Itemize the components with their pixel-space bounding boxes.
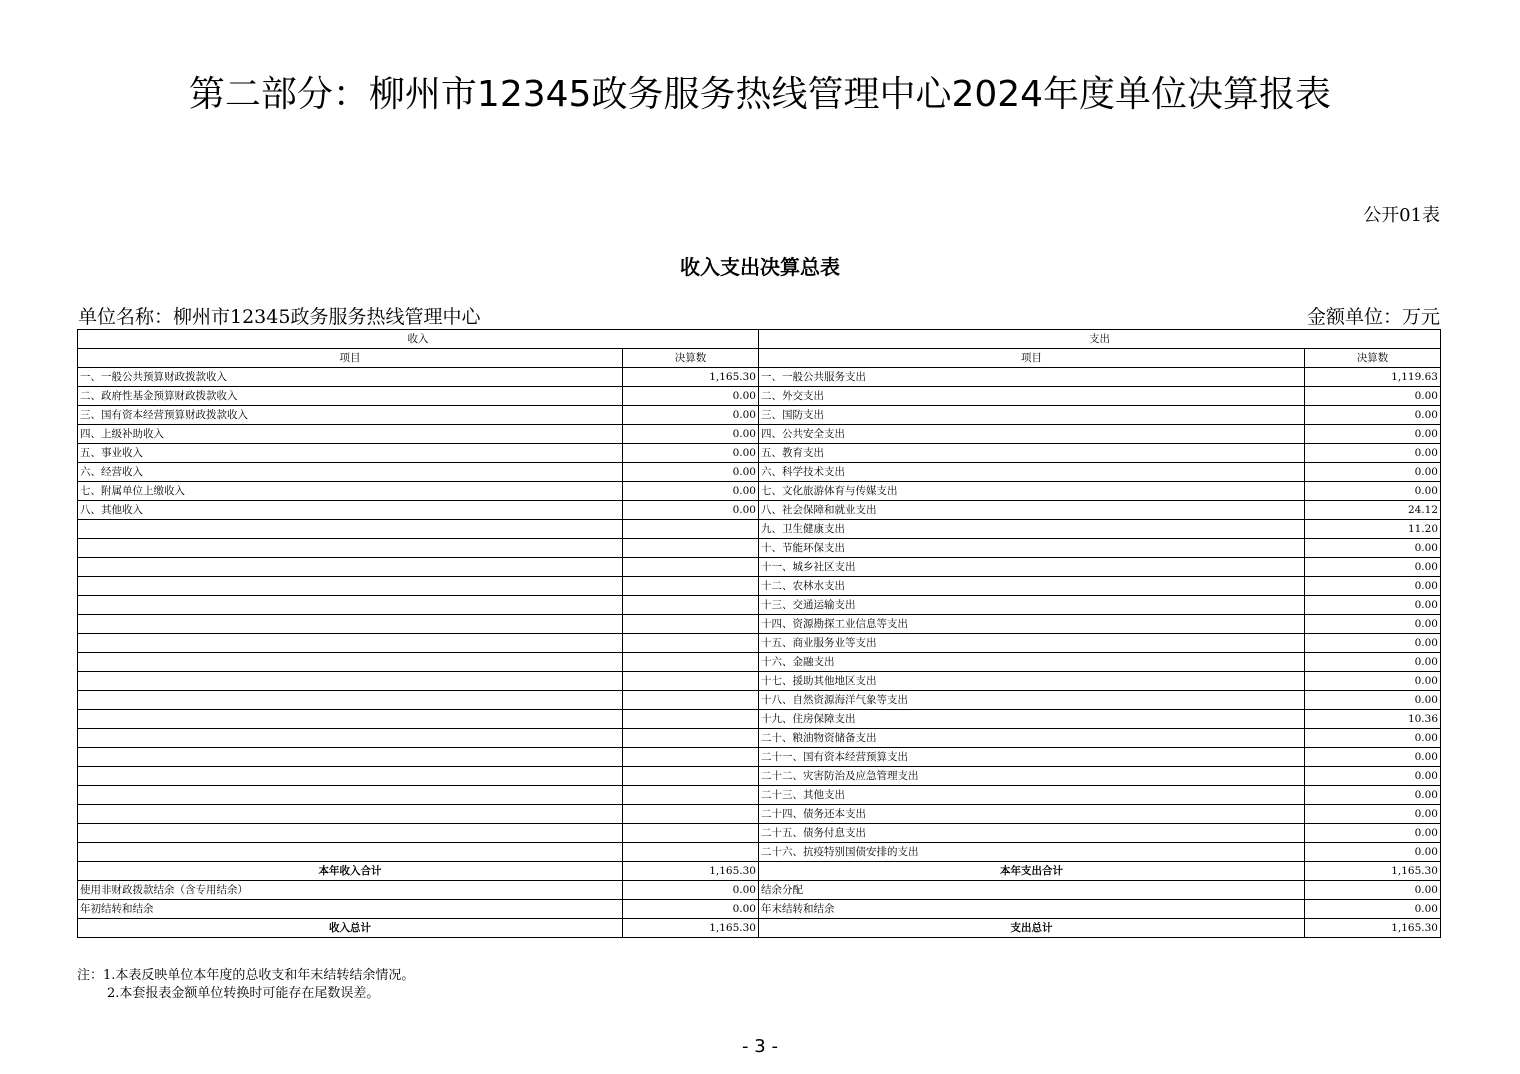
table-row	[78, 729, 1441, 748]
expense-item-cell: 二、外交支出	[759, 387, 1305, 406]
income-item-cell	[78, 710, 623, 729]
table-row	[78, 368, 1441, 387]
expense-item-header: 项目	[759, 349, 1305, 368]
income-amount-cell: 1,165.30	[623, 368, 759, 387]
income-amount-cell: 1,165.30	[623, 862, 759, 881]
income-amount-cell: 1,165.30	[623, 919, 759, 938]
income-item-cell	[78, 615, 623, 634]
expense-item-cell: 七、文化旅游体育与传媒支出	[759, 482, 1305, 501]
unit-name: 单位名称：柳州市12345政务服务热线管理中心	[78, 306, 481, 328]
income-item-cell: 收入总计	[78, 919, 623, 938]
income-amount-cell	[623, 691, 759, 710]
income-amount-cell	[623, 577, 759, 596]
expense-item-cell: 十一、城乡社区支出	[759, 558, 1305, 577]
income-item-header: 项目	[78, 349, 623, 368]
expense-item-cell: 年末结转和结余	[759, 900, 1305, 919]
expense-item-cell: 十四、资源勘探工业信息等支出	[759, 615, 1305, 634]
expense-item-cell: 十二、农林水支出	[759, 577, 1305, 596]
expense-amount-cell: 0.00	[1305, 387, 1441, 406]
table-row	[78, 596, 1441, 615]
column-header-row	[78, 349, 1441, 368]
income-item-cell: 五、事业收入	[78, 444, 623, 463]
expense-amount-cell: 0.00	[1305, 748, 1441, 767]
expense-amount-cell: 0.00	[1305, 577, 1441, 596]
income-item-cell: 八、其他收入	[78, 501, 623, 520]
income-amount-cell	[623, 653, 759, 672]
expense-amount-cell: 1,119.63	[1305, 368, 1441, 387]
income-amount-cell	[623, 539, 759, 558]
table-row	[78, 482, 1441, 501]
income-item-cell	[78, 767, 623, 786]
expense-amount-cell: 0.00	[1305, 653, 1441, 672]
income-amount-cell	[623, 786, 759, 805]
income-amount-cell	[623, 805, 759, 824]
expense-item-cell: 十、节能环保支出	[759, 539, 1305, 558]
expense-amount-cell: 0.00	[1305, 691, 1441, 710]
table-row	[78, 900, 1441, 919]
expense-item-cell: 二十五、债务付息支出	[759, 824, 1305, 843]
table-row	[78, 615, 1441, 634]
income-header: 收入	[78, 330, 759, 349]
income-amount-cell	[623, 596, 759, 615]
table-row	[78, 748, 1441, 767]
expense-amount-cell: 11.20	[1305, 520, 1441, 539]
income-item-cell	[78, 824, 623, 843]
expense-item-cell: 五、教育支出	[759, 444, 1305, 463]
notes	[77, 967, 414, 1003]
income-item-cell	[78, 634, 623, 653]
table-row	[78, 710, 1441, 729]
expense-amount-cell: 0.00	[1305, 558, 1441, 577]
table-row	[78, 558, 1441, 577]
table-row	[78, 520, 1441, 539]
expense-item-cell: 十八、自然资源海洋气象等支出	[759, 691, 1305, 710]
income-amount-cell	[623, 634, 759, 653]
income-amount-cell	[623, 843, 759, 862]
expense-amount-cell: 0.00	[1305, 900, 1441, 919]
expense-item-cell: 二十六、抗疫特别国债安排的支出	[759, 843, 1305, 862]
income-expense-table	[77, 329, 1441, 938]
table-row	[78, 501, 1441, 520]
income-item-cell	[78, 596, 623, 615]
expense-amount-cell: 10.36	[1305, 710, 1441, 729]
income-amount-cell: 0.00	[623, 881, 759, 900]
expense-amount-cell: 0.00	[1305, 843, 1441, 862]
income-item-cell	[78, 653, 623, 672]
income-amount-cell: 0.00	[623, 425, 759, 444]
income-item-cell	[78, 786, 623, 805]
income-amount-cell	[623, 748, 759, 767]
page-title: 第二部分：柳州市12345政务服务热线管理中心2024年度单位决算报表	[188, 74, 1332, 115]
table-row	[78, 672, 1441, 691]
page-number: - 3 -	[742, 1036, 778, 1057]
expense-amount-cell: 0.00	[1305, 425, 1441, 444]
income-amount-cell: 0.00	[623, 482, 759, 501]
expense-item-cell: 十五、商业服务业等支出	[759, 634, 1305, 653]
income-amount-cell	[623, 729, 759, 748]
expense-amount-cell: 0.00	[1305, 881, 1441, 900]
expense-item-cell: 九、卫生健康支出	[759, 520, 1305, 539]
expense-item-cell: 六、科学技术支出	[759, 463, 1305, 482]
income-item-cell: 二、政府性基金预算财政拨款收入	[78, 387, 623, 406]
income-item-cell: 一、一般公共预算财政拨款收入	[78, 368, 623, 387]
expense-item-cell: 八、社会保障和就业支出	[759, 501, 1305, 520]
income-item-cell: 年初结转和结余	[78, 900, 623, 919]
expense-amount-cell: 0.00	[1305, 539, 1441, 558]
note-2: 2.本套报表金额单位转换时可能存在尾数误差。	[107, 986, 380, 1001]
table-row	[78, 824, 1441, 843]
table-title: 收入支出决算总表	[680, 255, 840, 279]
expense-amount-cell: 0.00	[1305, 767, 1441, 786]
expense-item-cell: 二十、粮油物资储备支出	[759, 729, 1305, 748]
expense-item-cell: 一、一般公共服务支出	[759, 368, 1305, 387]
expense-amount-header: 决算数	[1305, 349, 1441, 368]
expense-item-cell: 三、国防支出	[759, 406, 1305, 425]
expense-amount-cell: 0.00	[1305, 672, 1441, 691]
expense-item-cell: 二十三、其他支出	[759, 786, 1305, 805]
income-item-cell	[78, 520, 623, 539]
table-row	[78, 463, 1441, 482]
income-item-cell: 三、国有资本经营预算财政拨款收入	[78, 406, 623, 425]
expense-header: 支出	[759, 330, 1441, 349]
table-row	[78, 881, 1441, 900]
income-item-cell: 四、上级补助收入	[78, 425, 623, 444]
income-amount-cell	[623, 520, 759, 539]
income-amount-cell: 0.00	[623, 900, 759, 919]
expense-item-cell: 十三、交通运输支出	[759, 596, 1305, 615]
table-row	[78, 653, 1441, 672]
table-row	[78, 444, 1441, 463]
table-row	[78, 634, 1441, 653]
income-amount-cell: 0.00	[623, 387, 759, 406]
expense-amount-cell: 1,165.30	[1305, 862, 1441, 881]
grand-total-row	[78, 919, 1441, 938]
income-item-cell	[78, 748, 623, 767]
income-item-cell	[78, 843, 623, 862]
table-row	[78, 805, 1441, 824]
expense-item-cell: 二十四、债务还本支出	[759, 805, 1305, 824]
expense-item-cell: 十六、金融支出	[759, 653, 1305, 672]
income-item-cell	[78, 805, 623, 824]
table-row	[78, 691, 1441, 710]
table-row	[78, 387, 1441, 406]
expense-item-cell: 本年支出合计	[759, 862, 1305, 881]
table-row	[78, 767, 1441, 786]
income-amount-header: 决算数	[623, 349, 759, 368]
expense-amount-cell: 0.00	[1305, 824, 1441, 843]
income-item-cell	[78, 691, 623, 710]
income-item-cell: 七、附属单位上缴收入	[78, 482, 623, 501]
income-item-cell	[78, 729, 623, 748]
table-row	[78, 406, 1441, 425]
income-item-cell	[78, 539, 623, 558]
income-amount-cell: 0.00	[623, 463, 759, 482]
table-row	[78, 843, 1441, 862]
expense-amount-cell: 0.00	[1305, 729, 1441, 748]
table-row	[78, 577, 1441, 596]
expense-amount-cell: 0.00	[1305, 444, 1441, 463]
table-row	[78, 425, 1441, 444]
income-item-cell	[78, 577, 623, 596]
expense-amount-cell: 0.00	[1305, 786, 1441, 805]
table-row	[78, 539, 1441, 558]
income-item-cell	[78, 558, 623, 577]
expense-item-cell: 四、公共安全支出	[759, 425, 1305, 444]
expense-amount-cell: 0.00	[1305, 634, 1441, 653]
income-item-cell: 六、经营收入	[78, 463, 623, 482]
expense-item-cell: 支出总计	[759, 919, 1305, 938]
expense-amount-cell: 0.00	[1305, 463, 1441, 482]
expense-amount-cell: 0.00	[1305, 615, 1441, 634]
expense-amount-cell: 1,165.30	[1305, 919, 1441, 938]
income-amount-cell: 0.00	[623, 501, 759, 520]
expense-amount-cell: 0.00	[1305, 596, 1441, 615]
form-code: 公开01表	[1363, 205, 1440, 226]
table-row	[78, 786, 1441, 805]
income-amount-cell	[623, 824, 759, 843]
expense-amount-cell: 24.12	[1305, 501, 1441, 520]
expense-item-cell: 二十一、国有资本经营预算支出	[759, 748, 1305, 767]
income-item-cell: 本年收入合计	[78, 862, 623, 881]
expense-item-cell: 十七、援助其他地区支出	[759, 672, 1305, 691]
note-1: 注：1.本表反映单位本年度的总收支和年末结转结余情况。	[77, 968, 415, 983]
expense-amount-cell: 0.00	[1305, 805, 1441, 824]
income-amount-cell	[623, 558, 759, 577]
income-amount-cell	[623, 767, 759, 786]
income-item-cell: 使用非财政拨款结余（含专用结余）	[78, 881, 623, 900]
income-amount-cell	[623, 672, 759, 691]
expense-item-cell: 二十二、灾害防治及应急管理支出	[759, 767, 1305, 786]
income-amount-cell: 0.00	[623, 406, 759, 425]
amount-unit: 金额单位：万元	[1306, 306, 1440, 328]
section-header-row	[78, 330, 1441, 349]
income-amount-cell	[623, 710, 759, 729]
expense-item-cell: 十九、住房保障支出	[759, 710, 1305, 729]
expense-amount-cell: 0.00	[1305, 482, 1441, 501]
year-total-row	[78, 862, 1441, 881]
expense-item-cell: 结余分配	[759, 881, 1305, 900]
income-amount-cell	[623, 615, 759, 634]
expense-amount-cell: 0.00	[1305, 406, 1441, 425]
income-item-cell	[78, 672, 623, 691]
income-amount-cell: 0.00	[623, 444, 759, 463]
